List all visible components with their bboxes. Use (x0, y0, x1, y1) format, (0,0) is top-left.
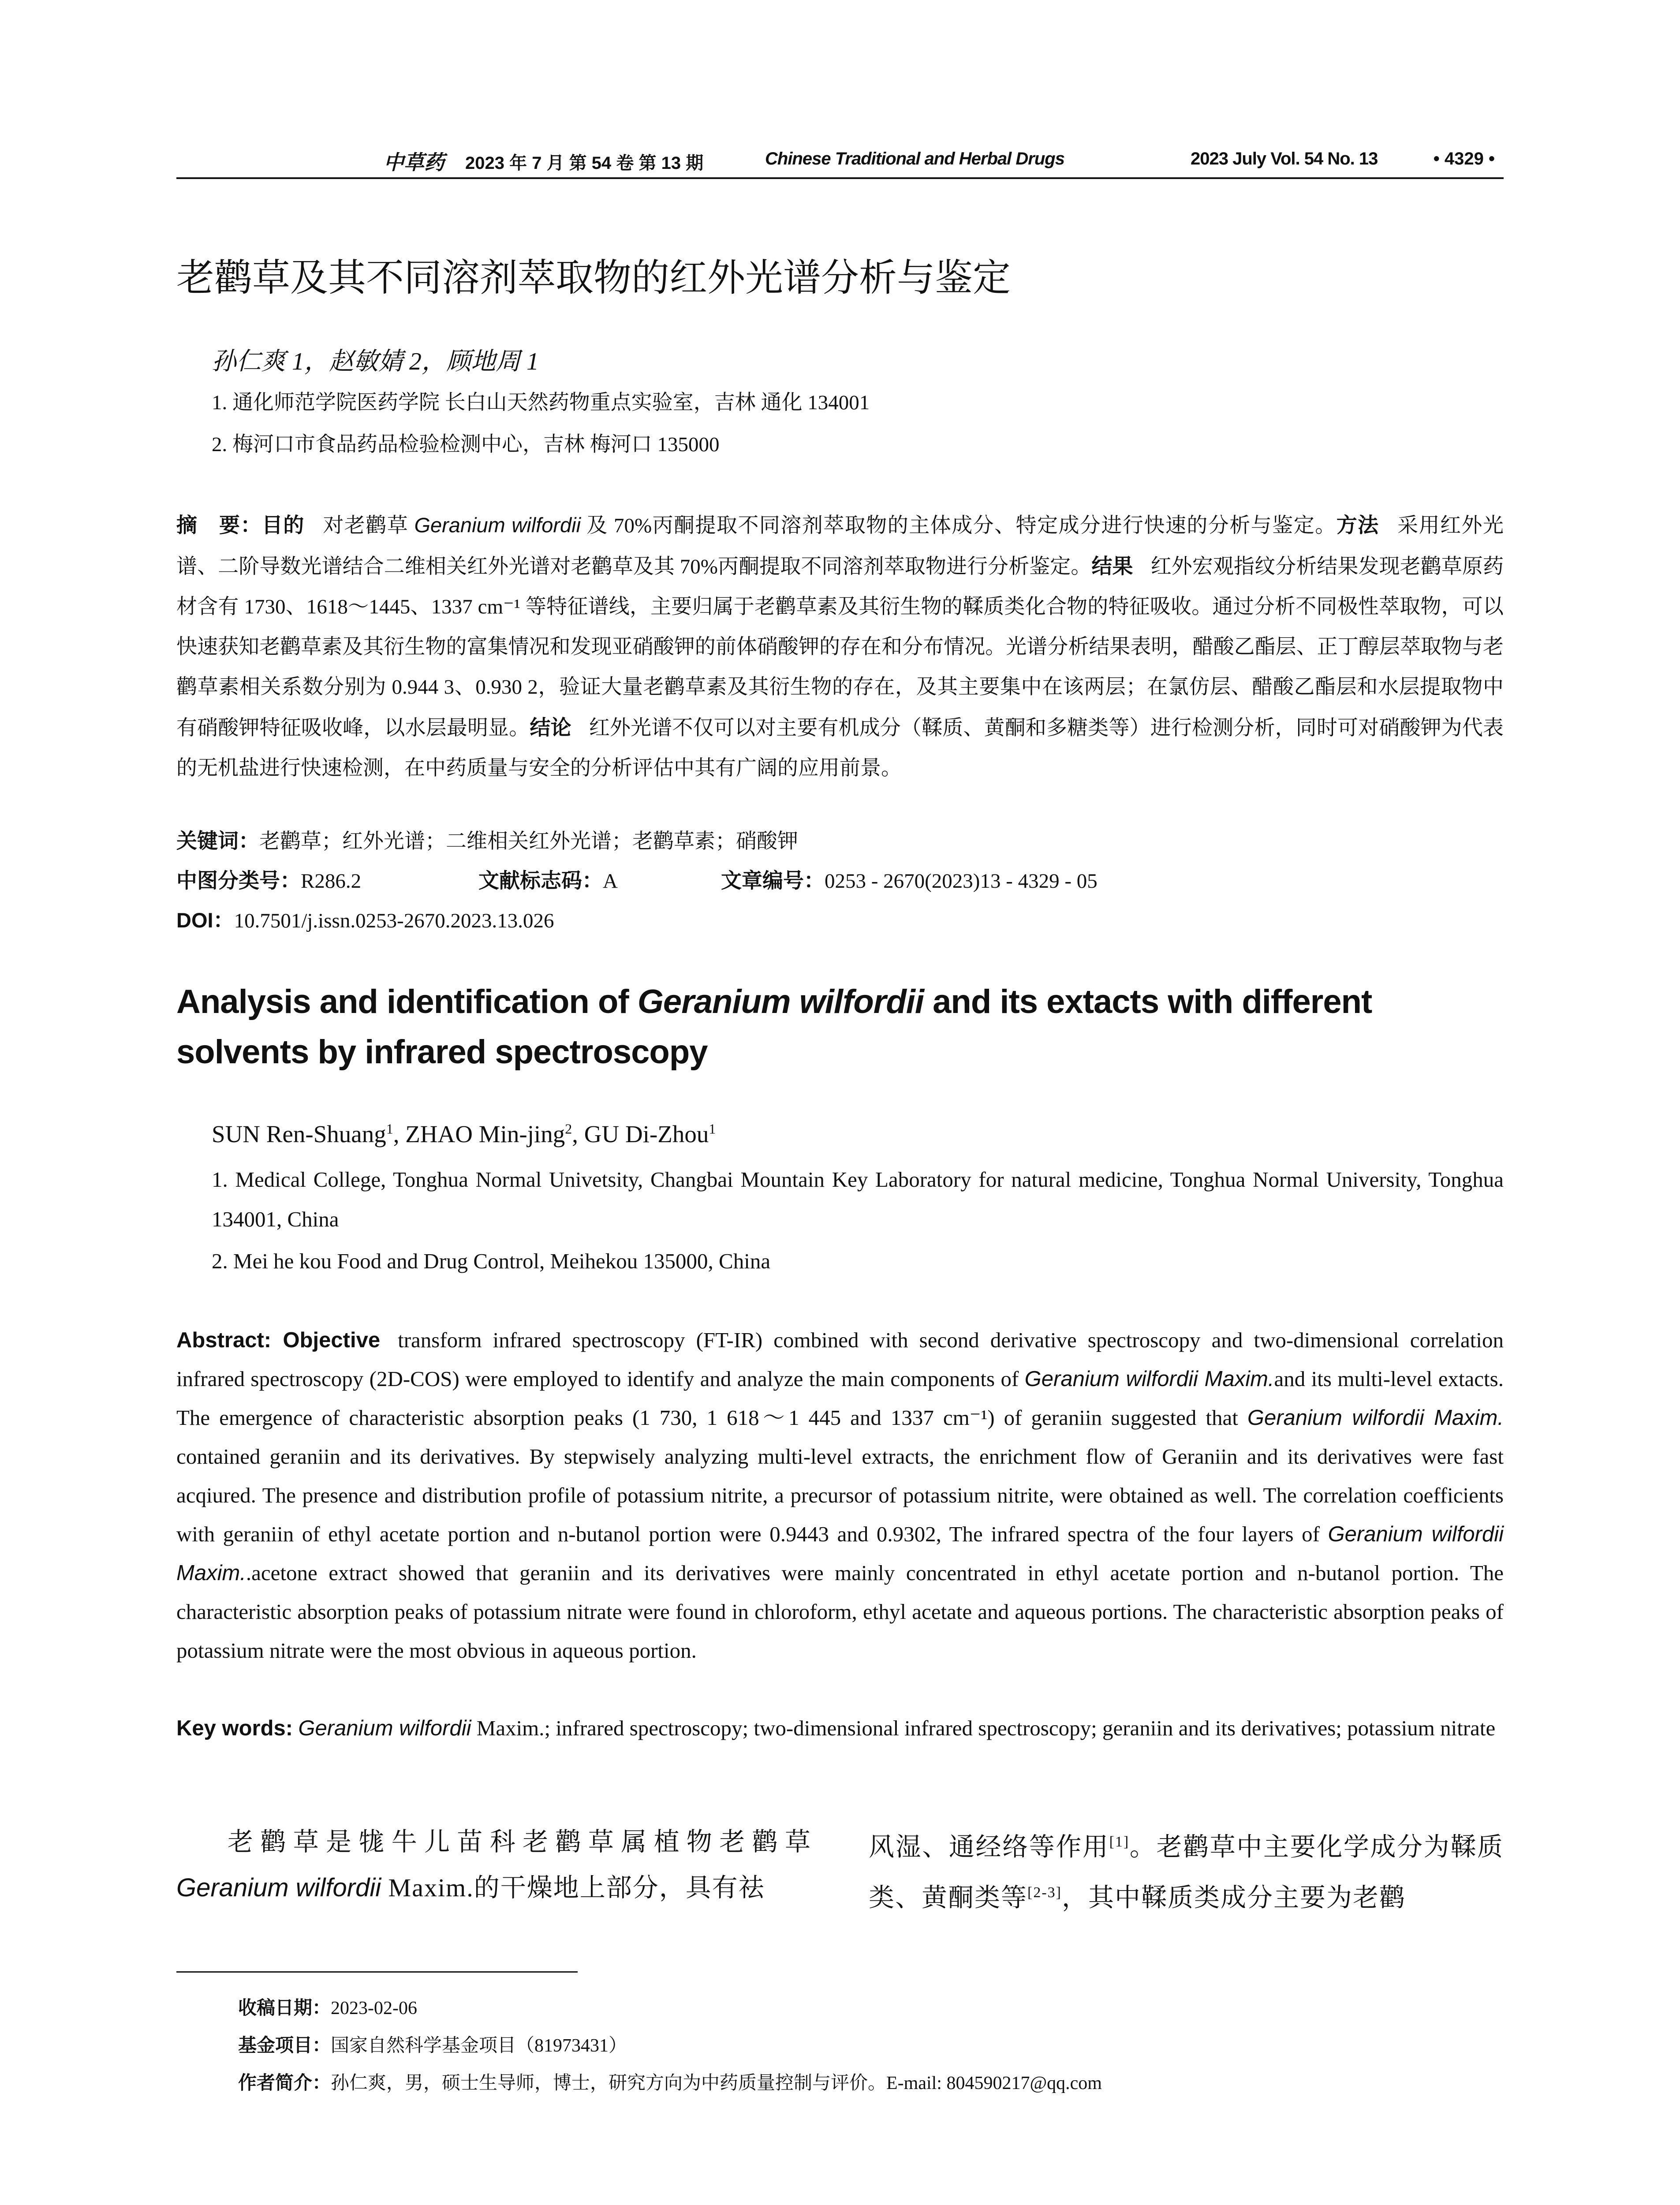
cn-affiliation-1: 1. 通化师范学院医药学院 长白山天然药物重点实验室，吉林 通化 134001 (212, 391, 870, 414)
issue-info-cn: 2023 年 7 月 第 54 卷 第 13 期 (465, 153, 704, 173)
cn-objective-species: Geranium wilfordii (414, 513, 581, 537)
footnote-author-bio (238, 2068, 1102, 2095)
en-abstract-text-1: transform infrared spectroscopy (FT-IR) combined with second derivative spectroscopy and two-dimensional correlation infrared spectroscopy (2D-COS) were employed to identify and analyze the main components of (176, 1328, 1504, 1391)
body-left-species: Geranium wilfordii (176, 1873, 381, 1902)
cn-keywords (176, 825, 798, 854)
cn-article-no-label: 文章编号： (721, 869, 825, 892)
footnote-received (238, 1993, 417, 2020)
body-left-text-2: Maxim.的干燥地上部分，具有祛 (381, 1873, 765, 1902)
en-affiliation-2: 2. Mei he kou Food and Drug Control, Meihekou 135000, China (212, 1249, 771, 1273)
cn-abstract (176, 505, 1504, 789)
body-column-left (176, 1819, 811, 1911)
en-authors (212, 1120, 716, 1148)
cn-keywords-label: 关键词： (176, 829, 259, 852)
cn-doccode-label: 文献标志码： (478, 869, 603, 892)
en-abstract-species-1: Geranium wilfordii Maxim. (1024, 1367, 1274, 1391)
fund-label: 基金项目： (238, 2035, 331, 2056)
en-author-3-affil: 1 (709, 1121, 716, 1137)
body-right-text-3: ，其中鞣质类成分主要为老鹳 (1061, 1883, 1406, 1912)
cn-title: 老鹳草及其不同溶剂萃取物的红外光谱分析与鉴定 (176, 256, 1011, 300)
running-header (176, 146, 1504, 176)
author-bio-label: 作者简介： (238, 2072, 331, 2093)
body-left-text-1: 老鹳草是牻牛儿苗科老鹳草属植物老鹳草 (228, 1828, 811, 1856)
footnote-rule (176, 1971, 578, 1973)
body-column-right (869, 1819, 1504, 1921)
en-author-2: ZHAO Min-jing (405, 1121, 565, 1147)
cn-objective-label: 目的 (261, 513, 305, 537)
journal-name-cn: 中草药 (384, 150, 444, 174)
citation-1[interactable]: [1] (1109, 1834, 1130, 1850)
cn-classification-line (176, 864, 1504, 891)
cn-doi (176, 904, 554, 934)
footnote-fund (238, 2031, 627, 2057)
en-author-2-affil: 2 (565, 1121, 572, 1137)
en-abstract (176, 1321, 1504, 1670)
journal-name-en: Chinese Traditional and Herbal Drugs (765, 149, 1064, 168)
en-title-post: and its extacts with different solvents by infrared spectroscopy (176, 983, 1372, 1071)
page-number: • 4329 • (1433, 149, 1495, 168)
cn-conclusion-label: 结论 (530, 716, 571, 739)
en-author-1: SUN Ren-Shuang (212, 1121, 386, 1147)
en-keywords (176, 1709, 1504, 1748)
en-abstract-species-2: Geranium wilfordii Maxim. (1247, 1406, 1504, 1430)
cn-results-label: 结果 (1091, 554, 1133, 578)
en-keywords-label: Key words: (176, 1716, 293, 1740)
cn-authors: 孙仁爽 1，赵敏婧 2，顾地周 1 (212, 348, 539, 375)
en-author-3: GU Di-Zhou (584, 1121, 709, 1147)
en-title-pre: Analysis and identification of (176, 983, 638, 1020)
cn-doi-link[interactable]: 10.7501/j.issn.0253-2670.2023.13.026 (234, 909, 554, 932)
cn-methods-label: 方法 (1336, 513, 1379, 537)
en-author-1-affil: 1 (386, 1121, 393, 1137)
author-separator: , (572, 1121, 584, 1147)
header-rule (176, 177, 1504, 179)
cn-article-no-value: 0253 - 2670(2023)13 - 4329 - 05 (825, 870, 1098, 893)
en-abstract-text-4: .acetone extract showed that geraniin and its derivatives were mainly concentrated in ethyl acetate portion and n-butanol portion. The characteristic absorption peaks of potassium nitrate were found in chloroform, ethyl acetate and aqueous portions. The characteristic absorption peaks of potassium nitrate were the most obvious in aqueous portion. (176, 1561, 1504, 1663)
cn-keywords-value: 老鹳草；红外光谱；二维相关红外光谱；老鹳草素；硝酸钾 (259, 830, 798, 853)
en-keywords-value: Maxim.; infrared spectroscopy; two-dimensional infrared spectroscopy; geraniin and its derivatives; potassium nitrate (471, 1716, 1496, 1740)
cn-results-text: 红外宏观指纹分析结果发现老鹳草原药材含有 1730、1618～1445、1337 cm⁻¹ 等特征谱线，主要归属于老鹳草素及其衍生物的鞣质类化合物的特征吸收。通过分析不同极性萃取物，可以快速获知老鹳草素及其衍生物的富集情况和发现亚硝酸钾的前体硝酸钾的存在和分布情况。光谱分析结果表明，醋酸乙酯层、正丁醇层萃取物与老鹳草素相关系数分别为 0.944 3、0.930 2，验证大量老鹳草素及其衍生物的存在，及其主要集中在该两层；在氯仿层、醋酸乙酯层和水层提取物中有硝酸钾特征吸收峰，以水层最明显。 (176, 555, 1504, 740)
author-separator: , (393, 1121, 406, 1147)
cn-objective-text: 及 70%丙酮提取不同溶剂萃取物的主体成分、特定成分进行快速的分析与鉴定。 (581, 514, 1337, 537)
cn-objective-pre: 对老鹳草 (322, 514, 414, 537)
en-abstract-species-3: Geranium wilfordii Maxim. (176, 1522, 1504, 1585)
received-date: 2023-02-06 (331, 1998, 417, 2018)
body-right-text-1: 风湿、通经络等作用 (869, 1832, 1109, 1861)
cn-article-no-group (721, 864, 1098, 894)
en-title (176, 977, 1504, 1077)
en-abstract-text-2: and its multi-level extacts. The emergence of characteristic absorption peaks (1 730, 1 618～1 445 and 1337 cm⁻¹) of geraniin suggested that (176, 1367, 1504, 1430)
issue-info-en: 2023 July Vol. 54 No. 13 (1191, 149, 1378, 168)
cn-doccode-value: A (603, 870, 618, 893)
fund-value: 国家自然科学基金项目（81973431） (331, 2036, 627, 2056)
en-title-species: Geranium wilfordii (637, 983, 924, 1020)
en-affiliation-1: 1. Medical College, Tonghua Normal Univetsity, Changbai Mountain Key Laboratory for natural medicine, Tonghua Normal University, Tonghua 134001, China (212, 1167, 1504, 1231)
citation-2-3[interactable]: [2-3] (1027, 1884, 1062, 1901)
en-keywords-species: Geranium wilfordii (298, 1716, 471, 1740)
cn-class-value: R286.2 (301, 870, 362, 893)
body-right-text-2: 。老鹳草中主要化学成分为鞣质类、黄酮类等 (869, 1832, 1504, 1912)
received-label: 收稿日期： (238, 1997, 331, 2018)
cn-methods-text: 采用红外光谱、二阶导数光谱结合二维相关红外光谱对老鹳草及其 70%丙酮提取不同溶剂萃取物进行分析鉴定。 (176, 514, 1504, 578)
cn-class-group (176, 864, 361, 894)
cn-doi-label: DOI： (176, 908, 234, 932)
en-abstract-label: Abstract: Objective (176, 1328, 381, 1352)
cn-affiliation-2: 2. 梅河口市食品药品检验检测中心，吉林 梅河口 135000 (212, 433, 720, 456)
cn-doccode-group (478, 864, 618, 894)
en-abstract-text-3: contained geraniin and its derivatives. By stepwisely analyzing multi-level extracts, the enrichment flow of Geraniin and its derivatives were fast acqiured. The presence and distribution profile of potassium nitrite, a precursor of potassium nitrite, were obtained as well. The correlation coefficients with geraniin of ethyl acetate portion and n-butanol portion were 0.9443 and 0.9302, The infrared spectra of the four layers of (176, 1444, 1504, 1546)
author-bio-value: 孙仁爽，男，硕士生导师，博士，研究方向为中药质量控制与评价。E-mail: 804590217@qq.com (331, 2073, 1102, 2093)
cn-class-label: 中图分类号： (176, 869, 301, 892)
cn-conclusion-text: 红外光谱不仅可以对主要有机成分（鞣质、黄酮和多糖类等）进行检测分析，同时可对硝酸钾为代表的无机盐进行快速检测，在中药质量与安全的分析评估中其有广阔的应用前景。 (176, 717, 1504, 780)
cn-abstract-label: 摘 要： (176, 513, 262, 537)
